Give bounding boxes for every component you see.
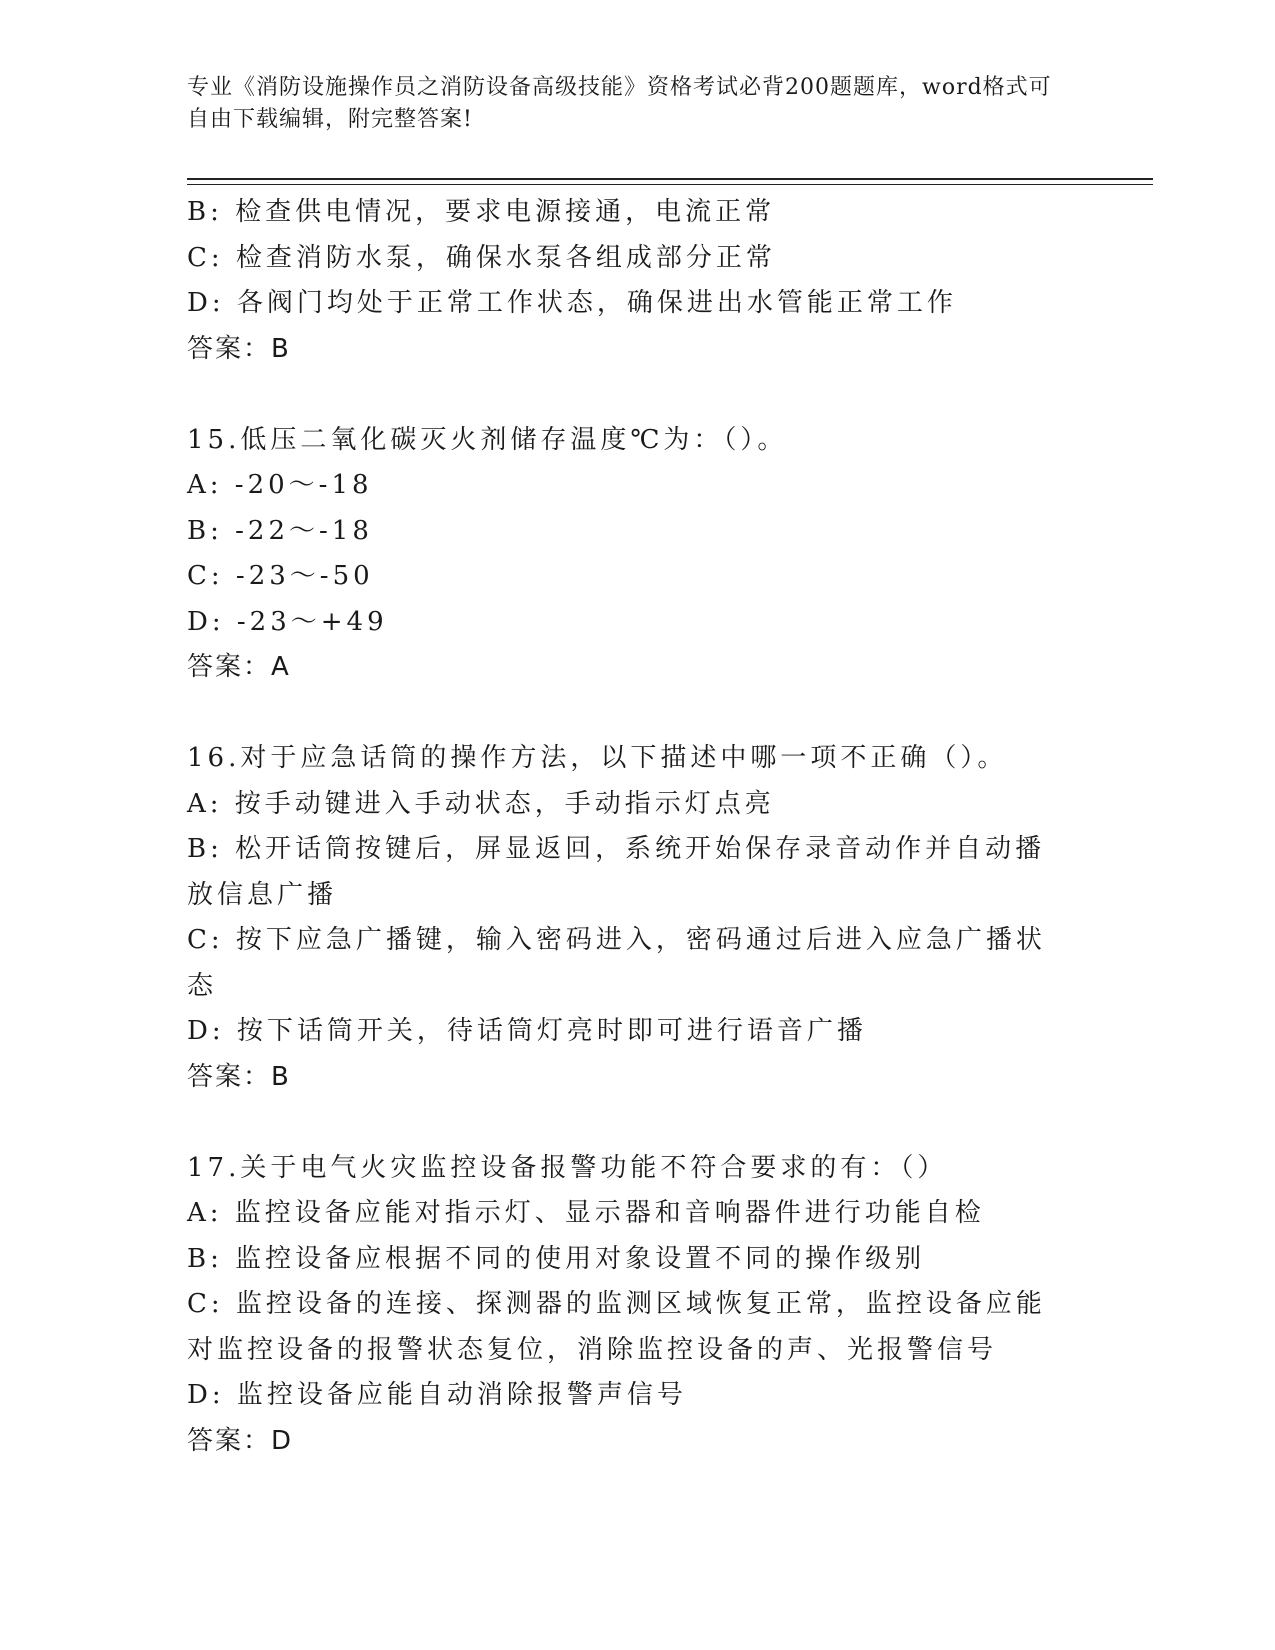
question-text: 15.低压二氧化碳灭火剂储存温度℃为：（）。 — [187, 424, 788, 455]
option-d: D: 监控设备应能自动消除报警声信号 — [187, 1380, 687, 1410]
spacer — [187, 372, 1067, 418]
question-text: 17.关于电气火灾监控设备报警功能不符合要求的有：（） — [187, 1152, 948, 1183]
option-b: B: 松开话筒按键后，屏显返回，系统开始保存录音动作并自动播放信息广播 — [187, 834, 1046, 910]
answer-line: 答案：D — [187, 1425, 294, 1456]
spacer — [187, 1100, 1067, 1146]
answer-line: 答案：B — [187, 1061, 291, 1092]
option-b: B: 检查供电情况，要求电源接通，电流正常 — [187, 197, 776, 227]
option-c: C: 按下应急广播键，输入密码进入，密码通过后进入应急广播状态 — [187, 925, 1046, 1001]
question-17-block — [187, 1146, 1067, 1465]
option-d: D: 各阀门均处于正常工作状态，确保进出水管能正常工作 — [187, 288, 957, 318]
header-rule-thick — [187, 178, 1153, 180]
question-15-block — [187, 418, 1067, 691]
option-c: C: 监控设备的连接、探测器的监测区域恢复正常，监控设备应能对监控设备的报警状态复位，消除监控设备的声、光报警信号 — [187, 1289, 1046, 1365]
option-b: B: 监控设备应根据不同的使用对象设置不同的操作级别 — [187, 1243, 926, 1274]
option-a: A: 按手动键进入手动状态，手动指示灯点亮 — [187, 788, 775, 819]
option-a: A: -20～-18 — [187, 470, 373, 500]
option-d: D: -23～+49 — [187, 606, 388, 637]
question-14-block — [187, 190, 1067, 372]
option-c: C: 检查消防水泵，确保水泵各组成部分正常 — [187, 242, 776, 273]
spacer — [187, 691, 1067, 737]
answer-line: 答案：A — [187, 652, 291, 682]
answer-line: 答案：B — [187, 333, 291, 364]
question-list — [187, 190, 1067, 1464]
option-c: C: -23～-50 — [187, 561, 374, 591]
question-16-block — [187, 736, 1067, 1100]
option-d: D: 按下话筒开关，待话筒灯亮时即可进行语音广播 — [187, 1016, 867, 1046]
document-header: 专业《消防设施操作员之消防设备高级技能》资格考试必背200题题库，word格式可自由下载编辑，附完整答案! — [187, 75, 1052, 132]
option-b: B: -22～-18 — [187, 515, 373, 546]
option-a: A: 监控设备应能对指示灯、显示器和音响器件进行功能自检 — [187, 1198, 985, 1228]
header-rule-thin — [187, 184, 1153, 185]
question-text: 16.对于应急话筒的操作方法，以下描述中哪一项不正确（）。 — [187, 743, 1008, 773]
